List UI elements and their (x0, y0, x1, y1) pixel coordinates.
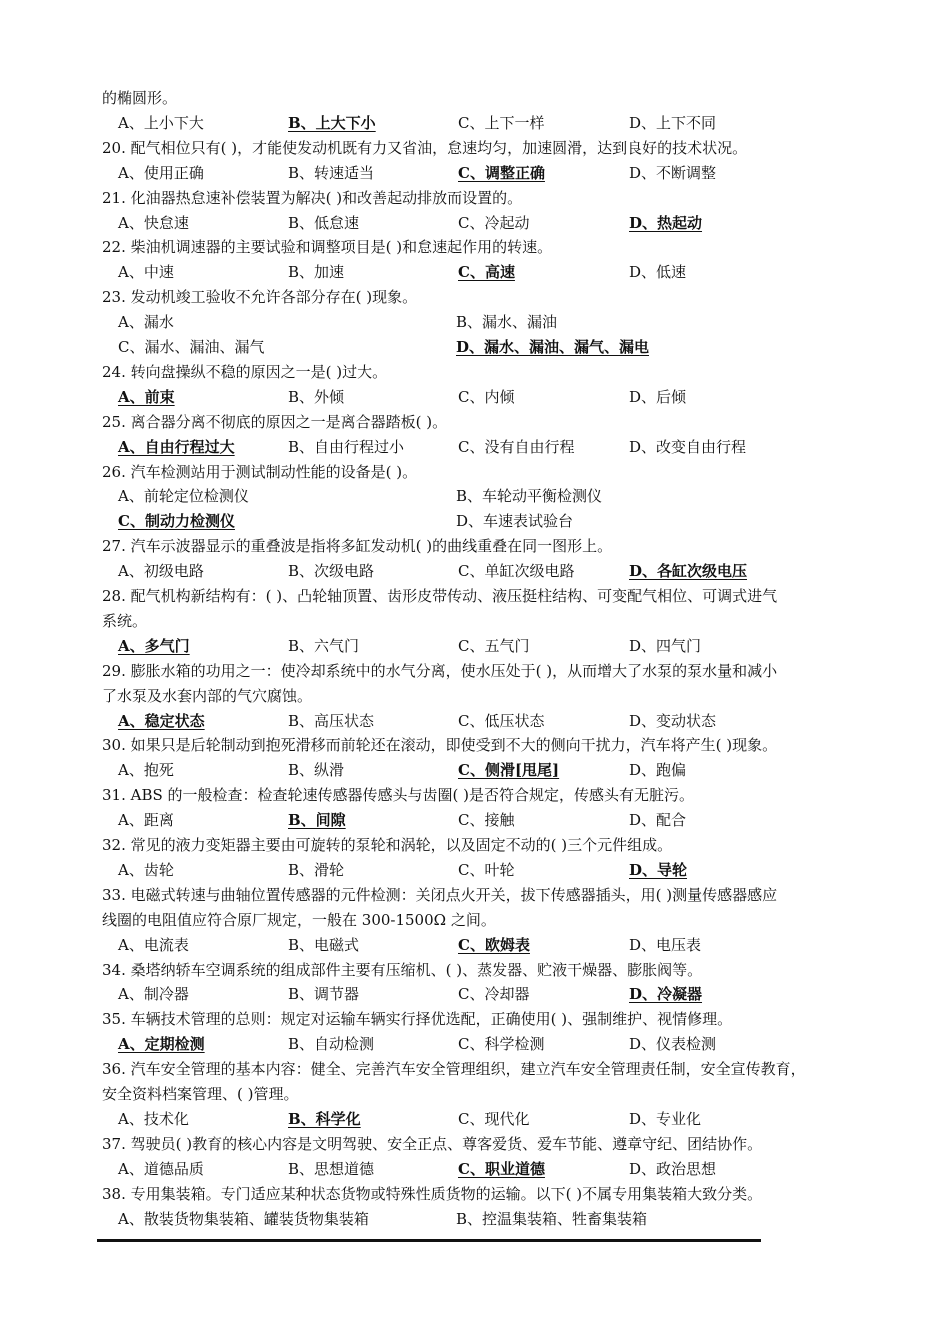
answer-option: C、调整正确 (458, 163, 545, 182)
question-line: 31. ABS 的一般检查：检查轮速传感器传感头与齿圈( )是否符合规定，传感头有无脏污。 (102, 786, 694, 805)
answer-option: B、上大下小 (288, 113, 376, 132)
option: A、中速 (118, 263, 174, 282)
answer-option: D、各缸次级电压 (629, 562, 748, 581)
question-line: 安全资料档案管理、( )管理。 (102, 1085, 299, 1103)
answer-option: B、科学化 (288, 1109, 361, 1128)
answer-option: D、漏水、漏油、漏气、漏电 (456, 338, 650, 356)
option-row (102, 211, 882, 236)
option: B、自动检测 (288, 1035, 375, 1054)
option-row (102, 808, 882, 833)
question-line: 系统。 (102, 611, 148, 630)
option: A、制冷器 (118, 985, 189, 1004)
option: D、政治思想 (629, 1159, 717, 1178)
option: C、没有自由行程 (458, 437, 575, 456)
question-line: 20. 配气相位只有( )，才能使发动机既有力又省油，怠速均匀，加速圆滑，达到良好的技术状况。 (102, 138, 748, 157)
option: D、仪表检测 (629, 1035, 717, 1054)
question-line: 38. 专用集装箱。专门适应某种状态货物或特殊性质货物的运输。以下( )不属专用集装箱大致分类。 (102, 1184, 763, 1203)
option: D、电压表 (629, 935, 702, 954)
option-row (102, 1157, 882, 1182)
option: B、纵滑 (288, 761, 345, 780)
option-row (102, 559, 882, 584)
question-line: 25. 离合器分离不彻底的原因之一是离合器踏板( )。 (102, 412, 448, 431)
option: B、外倾 (288, 387, 345, 406)
option: C、单缸次级电路 (458, 562, 575, 581)
option: D、四气门 (629, 636, 702, 655)
option: D、车速表试验台 (456, 512, 574, 531)
option: C、冷却器 (458, 985, 530, 1004)
option: A、漏水 (118, 313, 174, 332)
answer-option: C、制动力检测仪 (118, 512, 235, 531)
option: B、次级电路 (288, 562, 375, 581)
option: D、低速 (629, 263, 687, 282)
option: A、散装货物集装箱、罐装货物集装箱 (118, 1209, 369, 1228)
option: C、五气门 (458, 636, 530, 655)
question-line: 线圈的电阻值应符合原厂规定，一般在 300-1500Ω 之间。 (102, 910, 496, 929)
option: A、齿轮 (118, 860, 174, 879)
question-line: 24. 转向盘操纵不稳的原因之一是( )过大。 (102, 362, 388, 381)
option-row (102, 335, 882, 360)
answer-option: A、多气门 (118, 636, 190, 655)
option: A、上小下大 (118, 113, 204, 132)
answer-option: C、侧滑[甩尾] (458, 761, 560, 780)
question-line: 21. 化油器热怠速补偿装置为解决( )和改善起动排放而设置的。 (102, 188, 523, 207)
option-row (102, 435, 882, 460)
option: B、高压状态 (288, 711, 375, 730)
answer-option: A、前束 (118, 387, 175, 406)
option-row (102, 709, 882, 734)
question-line: 35. 车辆技术管理的总则：规定对运输车辆实行择优选配，正确使用( )、强制维护、视情修理。 (102, 1010, 733, 1029)
option: B、转速适当 (288, 163, 375, 182)
option: D、变动状态 (629, 711, 717, 730)
option-row (102, 1107, 882, 1132)
option: C、科学检测 (458, 1035, 545, 1054)
option: B、漏水、漏油 (456, 313, 558, 332)
option-row (102, 634, 882, 659)
question-line: 30. 如果只是后轮制动到抱死滑移而前轮还在滚动，即使受到不大的侧向干扰力，汽车将产生( )现象。 (102, 736, 778, 755)
option: B、六气门 (288, 636, 360, 655)
option: D、上下不同 (629, 113, 717, 132)
option: B、自由行程过小 (288, 437, 405, 456)
answer-option: B、间隙 (288, 811, 346, 830)
option: D、专业化 (629, 1109, 702, 1128)
option: D、后倾 (629, 387, 687, 406)
answer-option: D、导轮 (629, 860, 688, 879)
question-line: 36. 汽车安全管理的基本内容：健全、完善汽车安全管理组织，建立汽车安全管理责任制，安全宣传教育， (102, 1060, 806, 1079)
option: B、加速 (288, 263, 345, 282)
option-row (102, 161, 882, 186)
option: D、改变自由行程 (629, 437, 747, 456)
question-line: 37. 驾驶员( )教育的核心内容是文明驾驶、安全正点、尊客爱货、爱车节能、遵章守纪、团结协作。 (102, 1134, 763, 1153)
option-row (102, 310, 882, 335)
option: A、前轮定位检测仪 (118, 487, 249, 506)
option: B、思想道德 (288, 1159, 375, 1178)
option-row (102, 111, 882, 136)
option-row (102, 260, 882, 285)
option: C、低压状态 (458, 711, 545, 730)
option-row (102, 484, 882, 509)
question-line: 28. 配气机构新结构有：( )、凸轮轴顶置、齿形皮带传动、液压挺柱结构、可变配气相位、可调式进气 (102, 587, 778, 605)
option-row (102, 982, 882, 1007)
option: D、不断调整 (629, 163, 717, 182)
option: A、使用正确 (118, 163, 204, 182)
option: B、调节器 (288, 985, 360, 1004)
option: C、叶轮 (458, 860, 515, 879)
question-line: 22. 柴油机调速器的主要试验和调整项目是( )和怠速起作用的转速。 (102, 238, 553, 257)
answer-option: D、热起动 (629, 213, 703, 232)
option: D、跑偏 (629, 761, 687, 780)
option: C、冷起动 (458, 213, 530, 232)
option: C、接触 (458, 811, 515, 830)
question-line: 23. 发动机竣工验收不允许各部分存在( )现象。 (102, 288, 418, 307)
answer-option: A、自由行程过大 (118, 437, 235, 456)
answer-option: C、职业道德 (458, 1159, 545, 1178)
option: B、电磁式 (288, 935, 360, 954)
question-line: 了水泵及水套内部的气穴腐蚀。 (102, 686, 313, 705)
option-row (102, 858, 882, 883)
option: D、配合 (629, 811, 687, 830)
option-row (102, 1207, 882, 1232)
option: C、内倾 (458, 387, 515, 406)
question-line: 的椭圆形。 (102, 89, 178, 107)
option-row (102, 1032, 882, 1057)
option: C、现代化 (458, 1109, 530, 1128)
question-line: 33. 电磁式转速与曲轴位置传感器的元件检测：关闭点火开关，拔下传感器插头，用( )测量传感器感应 (102, 885, 778, 904)
option: B、滑轮 (288, 860, 345, 879)
option: A、距离 (118, 811, 174, 830)
option: A、快怠速 (118, 213, 189, 232)
option: B、低怠速 (288, 213, 360, 232)
option: B、车轮动平衡检测仪 (456, 487, 603, 506)
answer-option: A、定期检测 (118, 1035, 205, 1054)
answer-option: C、高速 (458, 263, 515, 282)
option: C、漏水、漏油、漏气 (118, 338, 265, 356)
question-line: 34. 桑塔纳轿车空调系统的组成部件主要有压缩机、( )、蒸发器、贮液干燥器、膨胀阀等。 (102, 960, 703, 979)
option: A、道德品质 (118, 1159, 204, 1178)
footer-rule (97, 1239, 761, 1242)
answer-option: D、冷凝器 (629, 985, 703, 1004)
option-row (102, 933, 882, 958)
option-row (102, 509, 882, 534)
question-line: 26. 汽车检测站用于测试制动性能的设备是( )。 (102, 462, 418, 481)
option-row (102, 385, 882, 410)
option: A、抱死 (118, 761, 174, 780)
option: A、电流表 (118, 935, 189, 954)
option: B、控温集装箱、牲畜集装箱 (456, 1209, 648, 1228)
question-line: 29. 膨胀水箱的功用之一：使冷却系统中的水气分离，使水压处于( )，从而增大了水泵的泵水量和减小 (102, 661, 778, 680)
option: C、上下一样 (458, 113, 545, 132)
option: A、技术化 (118, 1109, 189, 1128)
question-line: 32. 常见的液力变矩器主要由可旋转的泵轮和涡轮，以及固定不动的( )三个元件组成。 (102, 836, 673, 854)
option: A、初级电路 (118, 562, 204, 581)
answer-option: C、欧姆表 (458, 935, 530, 954)
question-line: 27. 汽车示波器显示的重叠波是指将多缸发动机( )的曲线重叠在同一图形上。 (102, 537, 613, 556)
answer-option: A、稳定状态 (118, 711, 205, 730)
option-row (102, 758, 882, 783)
